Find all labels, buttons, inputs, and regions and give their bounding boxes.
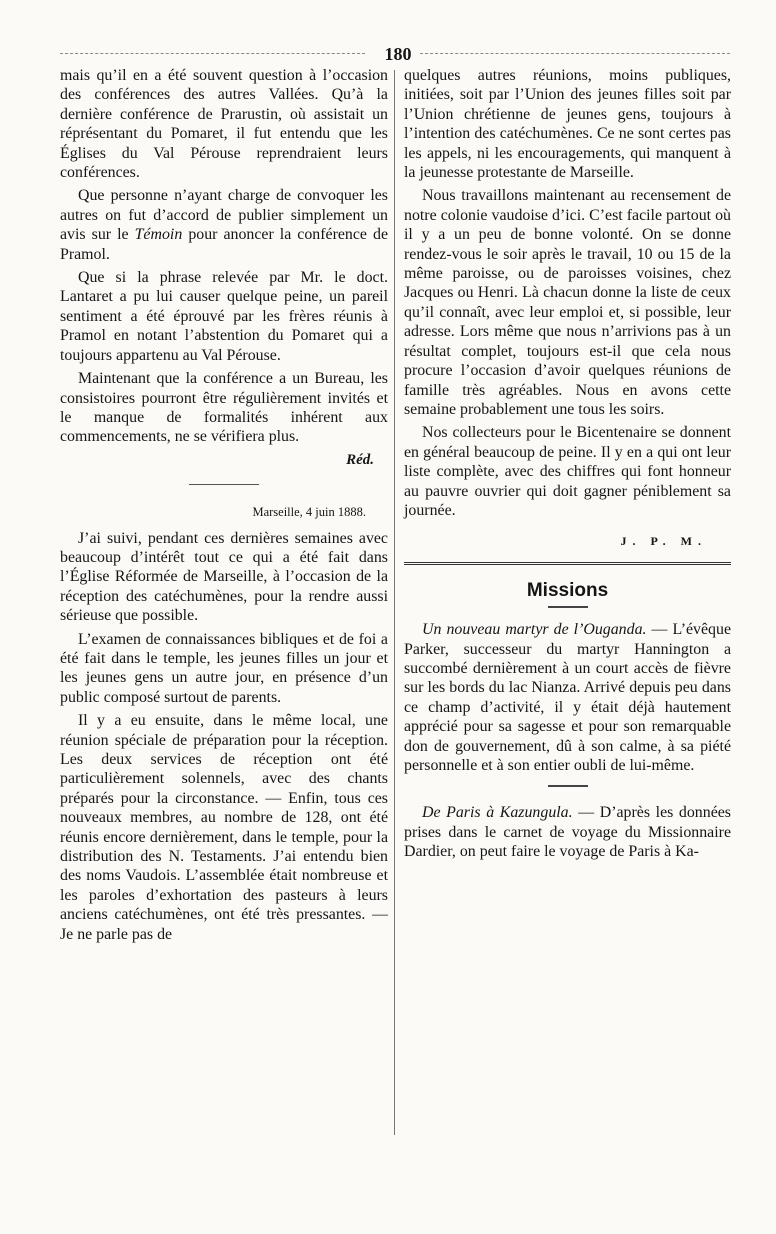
editor-signature: Réd. bbox=[346, 451, 374, 468]
left-paragraph-2-end: pour anoncer la conférence de Pramol. bbox=[60, 226, 389, 263]
header-rule-left bbox=[60, 53, 365, 54]
right-paragraph-5 bbox=[404, 803, 731, 861]
temoin-title: Témoin bbox=[134, 226, 183, 244]
header-rule-right bbox=[420, 53, 730, 54]
ouganda-heading: Un nouveau martyr de l’Ouganda. bbox=[422, 621, 647, 639]
dateline: Marseille, 4 juin 1888. bbox=[252, 505, 366, 520]
right-paragraph-4 bbox=[404, 620, 731, 775]
page-number: 180 bbox=[384, 44, 412, 64]
ornament-rule-2 bbox=[548, 785, 588, 787]
author-signature: J. P. M. bbox=[620, 534, 707, 549]
column-divider bbox=[394, 70, 395, 1135]
article-separator bbox=[189, 484, 259, 485]
kazungula-text: — D’après les données prises dans le carnet de voyage du Missionnaire Dardier, on peut faire le voyage de Paris à Ka- bbox=[404, 804, 731, 861]
left-paragraph-2-start: Que personne n’ayant charge de convoquer les autres on fut d’accord de publier simplement un avis sur le bbox=[60, 187, 388, 244]
ornament-rule bbox=[548, 606, 588, 608]
left-paragraph-5: J’ai suivi, pendant ces dernières semaines avec beaucoup d’intérêt tout ce qui a été fait dans l’Église Réformée de Marseille, à l’occasion de la réception des catéchumènes, pour la rendre aussi sérieuse que possible. bbox=[60, 529, 388, 625]
kazungula-heading: De Paris à Kazungula. bbox=[422, 804, 573, 822]
section-title: Missions bbox=[526, 579, 609, 601]
right-paragraph-3: Nos collecteurs pour le Bicentenaire se donnent en général beaucoup de peine. Il y en a qui ont leur liste complète, avec des chiffres qui font honneur au pauvre ouvrier qui doit gagner péniblement sa journée. bbox=[404, 424, 731, 519]
page-header bbox=[60, 44, 730, 64]
left-paragraph-2 bbox=[60, 186, 388, 264]
left-column bbox=[60, 66, 388, 948]
right-paragraph-1: quelques autres réunions, moins publiques, initiées, soit par l’Union des jeunes filles soit par l’Union chrétienne de jeunes gens, toujours à l’intention des catéchumènes. Ce ne sont certes pas les appels, ni les encouragements, qui manquent à la jeunesse protestante de Marseille. bbox=[404, 67, 731, 182]
right-paragraph-2: Nous travaillons maintenant au recensement de notre colonie vaudoise d’ici. C’est facile partout où il y a un peu de bonne volonté. On se donne rendez-vous le soir après le travail, 10 ou 15 de la même paroisse, ou de paroisses voisines, chez Jacques ou Henri. Là chacun donne la liste de ceux qu’il connaît, avec leur emploi et, si possible, leur adresse. Lors même que nous n’arrivions pas à un résultat complet, toujours est-il que cela nous procure l’occasion d’avoir quelques réunions de famille très agréables. Nous en avons cette semaine probablement une tous les soirs. bbox=[404, 187, 731, 418]
section-rule bbox=[404, 562, 731, 565]
left-paragraph-7: Il y a eu ensuite, dans le même local, une réunion spéciale de préparation pour la réception. Les deux services de réception ont été particulièrement solennels, avec des chants préparés pour la circonstance. — Enfin, tous ces nouveaux membres, au nombre de 128, ont été réunis encore dernièrement, dans le temple, pour la distribution des N. Testaments. J’ai entendu bien des noms Vaudois. L’assemblée était nombreuse et les paroles d’exhortation des pasteurs à leurs anciens catéchumènes, ont été très pressantes. — Je ne parle pas de bbox=[60, 712, 388, 943]
ouganda-text: — L’évêque Parker, successeur du martyr Hannington a succombé dernièrement à un court accès de fièvre sur les bords du lac Nianza. Arrivé depuis peu dans ce champ d’activité, il y était déjà hautement apprécié pour sa sagesse et pour son remarquable don de gouvernement, dû à son calme, à sa piété personnelle et à son entier oubli de lui-même. bbox=[404, 621, 731, 774]
left-paragraph-3: Que si la phrase relevée par Mr. le doct. Lantaret a pu lui causer quelque peine, un pareil sentiment a été éprouvé par les frères réunis à Pramol en notant l’abstention du Pomaret qui a toujours appartenu au Val Pérouse. bbox=[60, 269, 388, 364]
left-paragraph-6: L’examen de connaissances bibliques et de foi a été fait dans le temple, les jeunes filles un jour et les jeunes gens un autre jour, en présence d’un public composé surtout de parents. bbox=[60, 630, 388, 706]
left-paragraph-4: Maintenant que la conférence a un Bureau, les consistoires pourront être régulièrement invités et le manque de formalités inhérent aux commencements, ne se vérifiera plus. bbox=[60, 370, 388, 446]
right-column bbox=[404, 66, 731, 866]
left-paragraph-1: mais qu’il en a été souvent question à l’occasion des conférences des autres Vallées. Qu’à la dernière conférence de Prarustin, où assistait un réprésentant du Pomaret, il fut entendu que les Églises du Val Pérouse reprendraient leurs conférences. bbox=[60, 67, 388, 182]
